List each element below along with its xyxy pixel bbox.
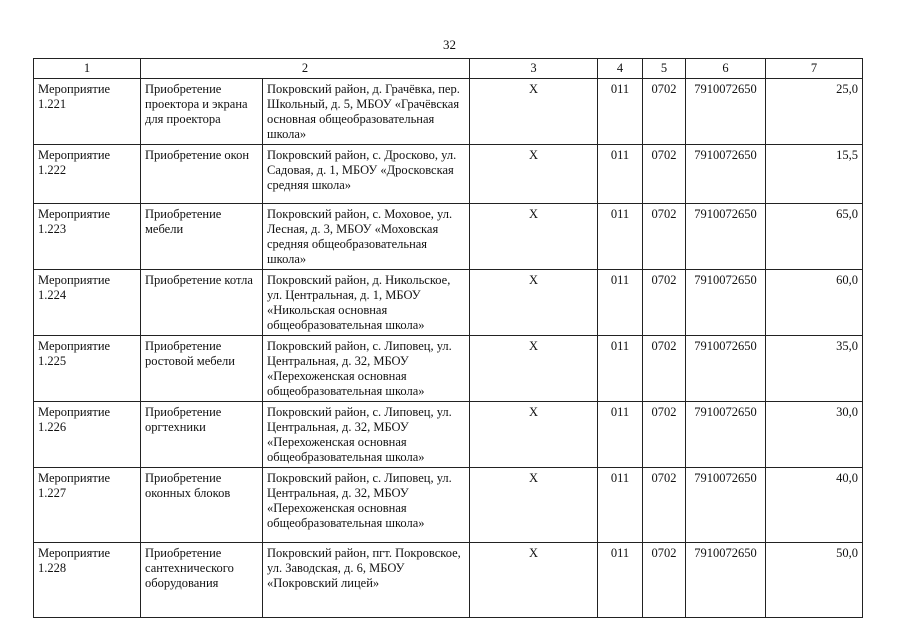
event-cell: Мероприятие 1.222 [34,145,141,204]
col4-cell: 011 [598,270,643,336]
table-row [34,402,863,468]
col3-cell: Х [470,543,598,618]
name-cell: Приобретение сантехнического оборудования [141,543,263,618]
col5-cell: 0702 [643,270,686,336]
col6-cell: 7910072650 [686,204,766,270]
event-cell: Мероприятие 1.227 [34,468,141,543]
col3-cell: Х [470,204,598,270]
header-col-4: 4 [598,59,643,79]
col6-cell: 7910072650 [686,543,766,618]
col5-cell: 0702 [643,204,686,270]
col7-cell: 40,0 [766,468,863,543]
col5-cell: 0702 [643,402,686,468]
col3-cell: Х [470,468,598,543]
name-cell: Приобретение оргтехники [141,402,263,468]
name-cell: Приобретение котла [141,270,263,336]
col7-cell: 25,0 [766,79,863,145]
address-cell: Покровский район, с. Липовец, ул. Центральная, д. 32, МБОУ «Перехоженская основная общеобразовательная школа» [263,336,470,402]
col4-cell: 011 [598,468,643,543]
col4-cell: 011 [598,204,643,270]
col7-cell: 30,0 [766,402,863,468]
header-col-3: 3 [470,59,598,79]
address-cell: Покровский район, с. Липовец, ул. Центральная, д. 32, МБОУ «Перехоженская основная общеобразовательная школа» [263,468,470,543]
col6-cell: 7910072650 [686,145,766,204]
header-col-7: 7 [766,59,863,79]
name-cell: Приобретение оконных блоков [141,468,263,543]
table-row [34,270,863,336]
address-cell: Покровский район, д. Никольское, ул. Центральная, д. 1, МБОУ «Никольская основная общеобразовательная школа» [263,270,470,336]
header-col-1: 1 [34,59,141,79]
col6-cell: 7910072650 [686,468,766,543]
event-cell: Мероприятие 1.221 [34,79,141,145]
col7-cell: 65,0 [766,204,863,270]
address-cell: Покровский район, пгт. Покровское, ул. Заводская, д. 6, МБОУ «Покровский лицей» [263,543,470,618]
table-row [34,145,863,204]
col4-cell: 011 [598,79,643,145]
address-cell: Покровский район, с. Липовец, ул. Центральная, д. 32, МБОУ «Перехоженская основная общеобразовательная школа» [263,402,470,468]
event-cell: Мероприятие 1.225 [34,336,141,402]
name-cell: Приобретение ростовой мебели [141,336,263,402]
table-row [34,79,863,145]
col5-cell: 0702 [643,468,686,543]
col6-cell: 7910072650 [686,336,766,402]
col5-cell: 0702 [643,336,686,402]
name-cell: Приобретение окон [141,145,263,204]
col7-cell: 60,0 [766,270,863,336]
header-col-6: 6 [686,59,766,79]
address-cell: Покровский район, с. Моховое, ул. Лесная, д. 3, МБОУ «Моховская средняя общеобразовательная школа» [263,204,470,270]
budget-table [33,58,863,618]
header-row [34,59,863,79]
col5-cell: 0702 [643,543,686,618]
table-row [34,336,863,402]
col5-cell: 0702 [643,145,686,204]
col4-cell: 011 [598,145,643,204]
col6-cell: 7910072650 [686,79,766,145]
col4-cell: 011 [598,543,643,618]
col4-cell: 011 [598,402,643,468]
col7-cell: 50,0 [766,543,863,618]
name-cell: Приобретение мебели [141,204,263,270]
col3-cell: Х [470,270,598,336]
header-col-2: 2 [141,59,470,79]
page-number: 32 [443,37,456,52]
name-cell: Приобретение проектора и экрана для проектора [141,79,263,145]
header-col-5: 5 [643,59,686,79]
col3-cell: Х [470,402,598,468]
event-cell: Мероприятие 1.228 [34,543,141,618]
col7-cell: 15,5 [766,145,863,204]
table-row [34,543,863,618]
event-cell: Мероприятие 1.223 [34,204,141,270]
event-cell: Мероприятие 1.224 [34,270,141,336]
col6-cell: 7910072650 [686,402,766,468]
col5-cell: 0702 [643,79,686,145]
address-cell: Покровский район, с. Дросково, ул. Садовая, д. 1, МБОУ «Дросковская средняя школа» [263,145,470,204]
col4-cell: 011 [598,336,643,402]
table-row [34,468,863,543]
address-cell: Покровский район, д. Грачёвка, пер. Школьный, д. 5, МБОУ «Грачёвская основная общеобразовательная школа» [263,79,470,145]
col7-cell: 35,0 [766,336,863,402]
col3-cell: Х [470,336,598,402]
event-cell: Мероприятие 1.226 [34,402,141,468]
table-row [34,204,863,270]
col6-cell: 7910072650 [686,270,766,336]
col3-cell: Х [470,79,598,145]
col3-cell: Х [470,145,598,204]
